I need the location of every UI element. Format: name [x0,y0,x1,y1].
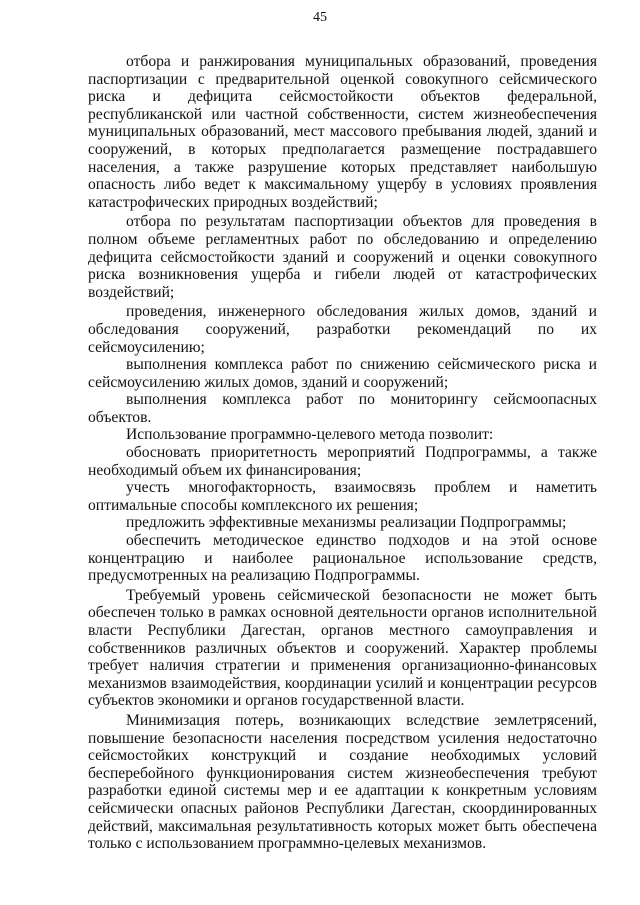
paragraph: выполнения комплекса работ по мониторингу сейсмоопасных объектов. [88,391,597,426]
paragraph: учесть многофакторность, взаимосвязь проблем и наметить оптимальные способы комплексного их решения; [88,479,597,514]
paragraph: обеспечить методическое единство подходов и на этой основе концентрацию и наиболее рациональное использование средств, предусмотренных на реализацию Подпрограммы. [88,532,597,585]
paragraph: обосновать приоритетность мероприятий Подпрограммы, а также необходимый объем их финансирования; [88,444,597,479]
paragraph: предложить эффективные механизмы реализации Подпрограммы; [126,514,567,532]
page-number: 45 [313,10,327,25]
paragraph: Требуемый уровень сейсмической безопасности не может быть обеспечен только в рамках основной деятельности органов исполнительной власти Республики Дагестан, органов местного самоуправления и собственников различных объектов и сооружений. Характер проблемы требует наличия стратегии и применения организационно-финансовых механизмов взаимодействия, координации усилий и концентрации ресурсов субъектов экономики и органов государственной власти. [88,586,597,710]
paragraph: Использование программно-целевого метода позволит: [126,426,494,444]
paragraph: отбора по результатам паспортизации объектов для проведения в полном объеме регламентных работ по обследованию и определению дефицита сейсмостойкости зданий и сооружений и оценки совокупного риска возникновения ущерба и гибели людей от катастрофических воздействий; [88,213,597,301]
paragraph: выполнения комплекса работ по снижению сейсмического риска и сейсмоусилению жилых домов, зданий и сооружений; [88,356,597,391]
paragraph: отбора и ранжирования муниципальных образований, проведения паспортизации с предварительной оценкой совокупного сейсмического риска и дефицита сейсмостойкости объектов федеральной, республиканской или частной собственности, систем жизнеобеспечения муниципальных образований, мест массового пребывания людей, зданий и сооружений, в которых предполагается размещение пострадавшего населения, а также разрушение которых представляет наибольшую опасность либо ведет к максимальному ущербу в условиях проявления катастрофических природных воздействий; [88,53,597,211]
paragraph: Минимизация потерь, возникающих вследствие землетрясений, повышение безопасности населения посредством усиления недостаточно сейсмостойких конструкций и создание необходимых условий бесперебойного функционирования систем жизнеобеспечения требуют разработки единой системы мер и ее адаптации к конкретным условиям сейсмически опасных районов Республики Дагестан, скоординированных действий, максимальная результативность которых может быть обеспечена только с использованием программно-целевых механизмов. [88,711,597,853]
body-text [88,53,597,853]
paragraph: проведения, инженерного обследования жилых домов, зданий и обследования сооружений, разработки рекомендаций по их сейсмоусилению; [88,303,597,356]
